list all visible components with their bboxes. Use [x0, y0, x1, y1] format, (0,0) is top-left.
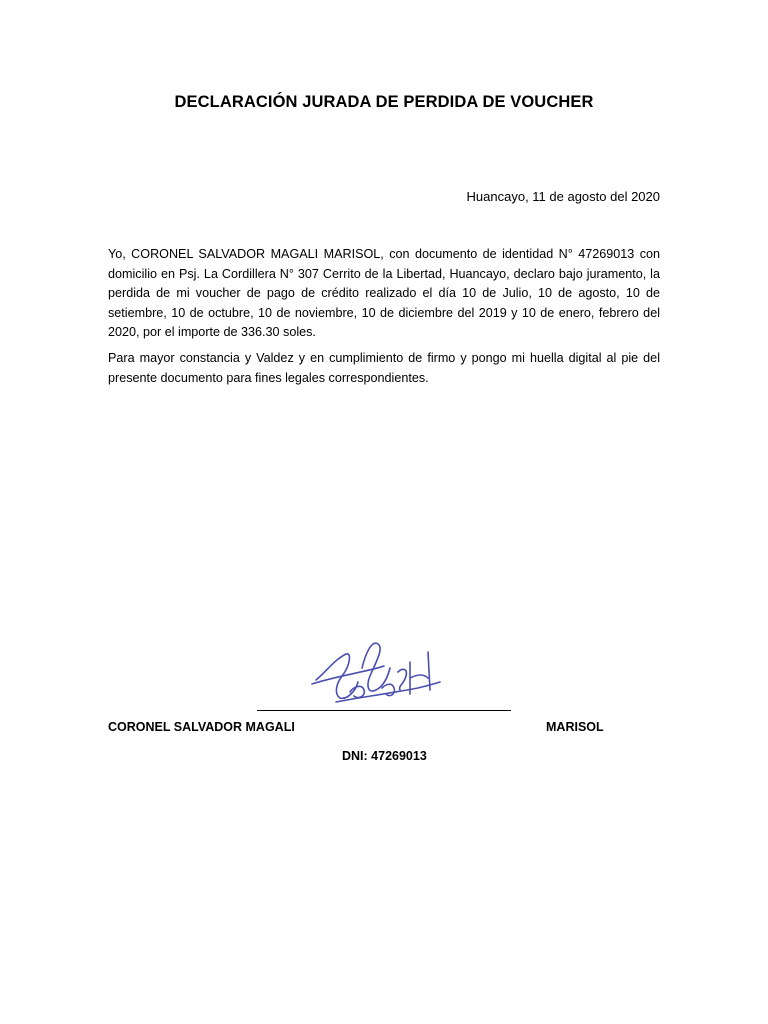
place-date: Huancayo, 11 de agosto del 2020	[466, 189, 660, 204]
signer-dni: DNI: 47269013	[342, 749, 427, 763]
handwritten-signature	[306, 632, 446, 712]
declaration-paragraph: Yo, CORONEL SALVADOR MAGALI MARISOL, con documento de identidad N° 47269013 con domicilio en Psj. La Cordillera N° 307 Cerrito de la Libertad, Huancayo, declaro bajo juramento, la perdida de mi voucher de pago de crédito realizado el día 10 de Julio, 10 de agosto, 10 de setiembre, 10 de octubre, 10 de noviembre, 10 de diciembre del 2019 y 10 de enero, febrero del 2020, por el importe de 336.30 soles.	[108, 247, 660, 339]
document-title: DECLARACIÓN JURADA DE PERDIDA DE VOUCHER	[174, 93, 594, 111]
signer-name-last: MARISOL	[546, 720, 604, 734]
closing-paragraph: Para mayor constancia y Valdez y en cumplimiento de firmo y pongo mi huella digital al pie del presente documento para fines legales correspondientes.	[108, 351, 660, 385]
signature-line	[257, 710, 511, 711]
signer-name-first: CORONEL SALVADOR MAGALI	[108, 720, 295, 734]
